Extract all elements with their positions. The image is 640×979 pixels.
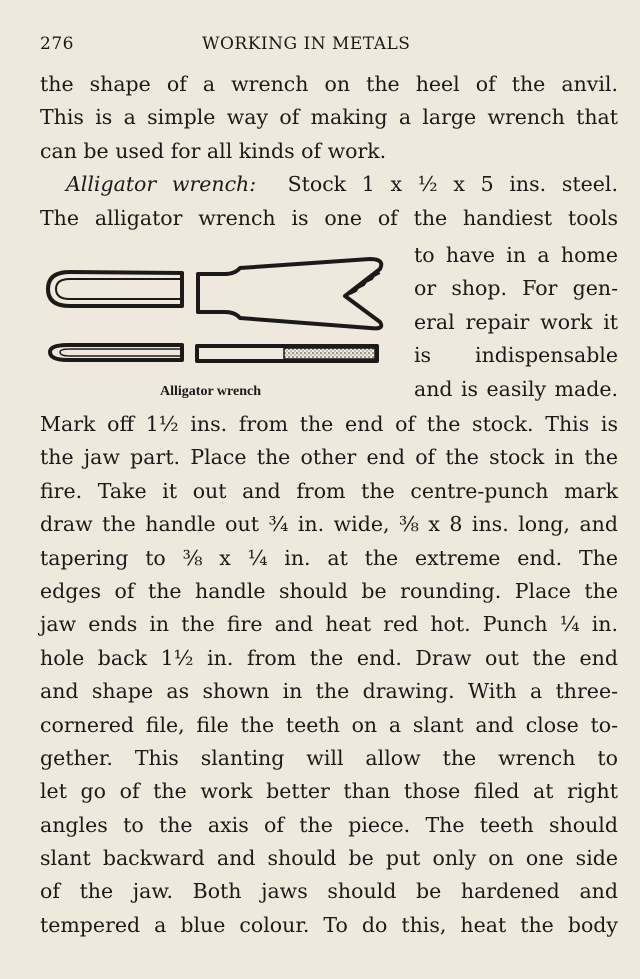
text-line: and is easily made.: [414, 376, 618, 401]
subhead-text: Stock 1 x ½ x 5 ins. steel.: [287, 172, 618, 197]
text-line: fire. Take it out and from the centre-punch mark: [40, 478, 618, 503]
figure-caption: Alligator wrench: [160, 384, 261, 399]
text-line: eral repair work it: [414, 309, 618, 334]
text-line: hole back 1½ in. from the end. Draw out the end: [40, 645, 618, 670]
text-line: tempered a blue colour. To do this, heat the body: [40, 912, 618, 937]
text-line: Mark off 1½ ins. from the end of the stock. This is: [40, 412, 618, 436]
text-line: jaw ends in the fire and heat red hot. Punch ¼ in.: [40, 612, 618, 637]
body-paragraph: [40, 408, 618, 942]
text-line: angles to the axis of the piece. The teeth should: [40, 812, 618, 837]
alligator-wrench-illustration: [40, 244, 400, 374]
text-line: let go of the work better than those filed at right: [40, 779, 618, 804]
text-line: of the jaw. Both jaws should be hardened and: [40, 879, 618, 904]
subhead-title: Alligator wrench:: [66, 172, 257, 197]
text-line: or shop. For gen-: [414, 276, 618, 301]
text-line: the jaw part. Place the other end of the stock in the: [40, 445, 618, 470]
text-line: the shape of a wrench on the heel of the anvil.: [40, 72, 618, 96]
text-line: tapering to ⅜ x ¼ in. at the extreme end. The: [40, 545, 618, 570]
text-line: slant backward and should be put only on one side: [40, 846, 618, 871]
text-line: This is a simple way of making a large wrench that: [40, 105, 618, 130]
text-line: can be used for all kinds of work.: [40, 138, 387, 163]
text-line: cornered file, file the teeth on a slant and close to-: [40, 712, 618, 737]
top-paragraph: [40, 68, 618, 235]
text-line: draw the handle out ¾ in. wide, ⅜ x 8 ins. long, and: [40, 512, 618, 537]
text-line: The alligator wrench is one of the handiest tools: [40, 205, 618, 230]
text-line: edges of the handle should be rounding. Place the: [40, 578, 618, 603]
text-line: and shape as shown in the drawing. With a three-: [40, 679, 618, 704]
subhead-line: [40, 168, 618, 201]
text-line: gether. This slanting will allow the wrench to: [40, 745, 618, 770]
text-line: is indispensable: [414, 343, 618, 368]
text-line: to have in a home: [414, 243, 618, 267]
running-title: WORKING IN METALS: [202, 34, 411, 54]
page-number: 276: [40, 34, 74, 54]
side-text: [414, 239, 618, 406]
